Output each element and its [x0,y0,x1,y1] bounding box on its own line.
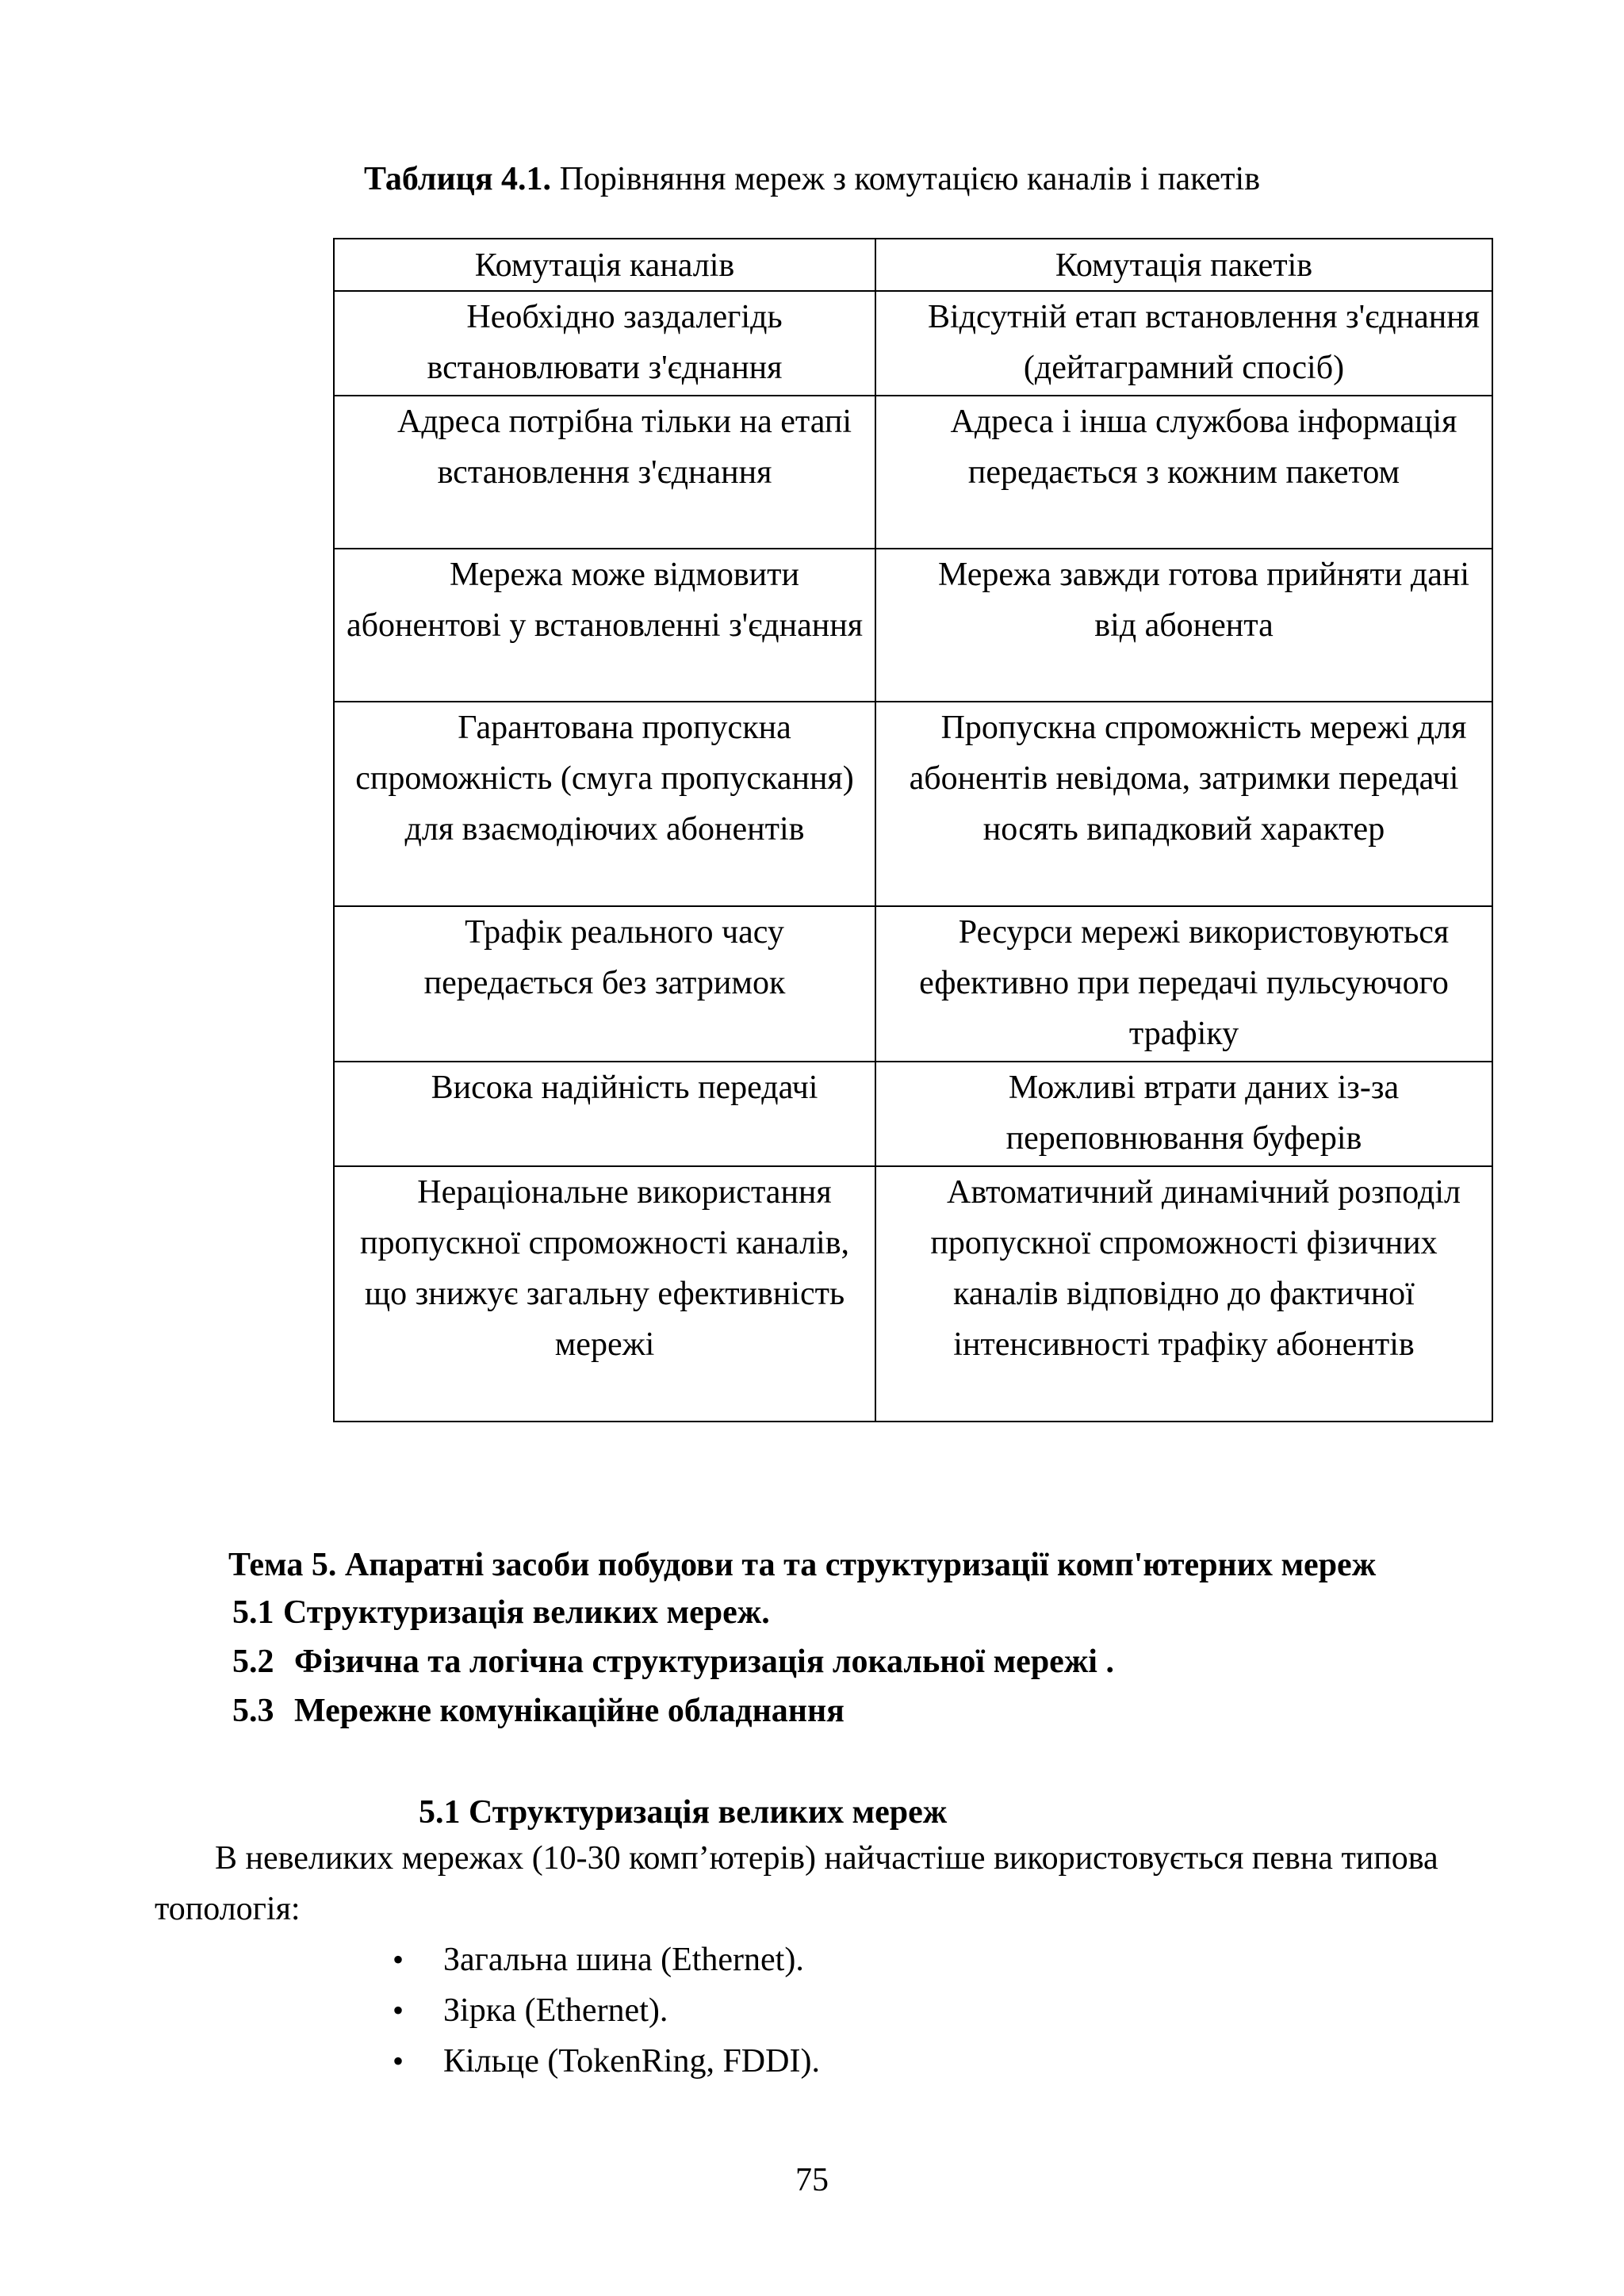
table-cell [875,396,1492,549]
topic-item-text: Мережне комунікаційне обладнання [294,1693,845,1729]
cell-text: Можливі втрати даних із-за переповнювання буферів [1005,1070,1400,1157]
table-row [334,1166,1492,1422]
table-cell [334,396,875,549]
table-cell [334,906,875,1062]
table-caption-label: Таблиця 4.1. [363,161,552,197]
table-cell [334,549,875,702]
topology-list [393,1934,820,2087]
table-row [334,906,1492,1062]
cell-text: Висока надійність передачі [431,1070,818,1106]
table-cell [875,291,1492,396]
bullet-icon: • [393,1942,404,1977]
cell-text: Автоматичний динамічний розподіл пропускної спроможності фізичних каналів відповідно до фактичної інтенсивності трафіку абонентів [930,1174,1461,1363]
topic-item-number: 5.1 [232,1594,274,1631]
table-cell [875,702,1492,906]
cell-text: Необхідно заздалегідь встановлювати з'єднання [427,299,783,386]
header-circuit-switching: Комутація каналів [334,239,875,291]
topic-item-text: Структуризація великих мереж. [283,1594,770,1631]
table-row [334,1062,1492,1166]
topic-item-number: 5.3 [232,1693,274,1729]
list-item [393,2036,820,2087]
table-cell [334,1062,875,1166]
bullet-icon: • [393,2043,404,2079]
cell-text: Трафік реального часу передається без затримок [423,914,786,1001]
table-cell [875,549,1492,702]
topic-item [232,1638,1114,1686]
table-cell [334,291,875,396]
table-cell [875,1166,1492,1422]
page-number: 75 [795,2162,829,2198]
cell-text: Адреса потрібна тільки на етапі встановлення з'єднання [396,404,852,491]
table-cell [334,1166,875,1422]
list-item [393,1934,820,1985]
section-paragraph: В невеликих мережах (10-30 комп’ютерів) найчастіше використовується певна типова топологія: [155,1840,1438,1927]
table-cell [334,702,875,906]
table-row [334,291,1492,396]
table-cell [875,906,1492,1062]
table-cell [875,1062,1492,1166]
table-row [334,702,1492,906]
cell-text: Ресурси мережі використовуються ефективно при передачі пульсуючого трафіку [919,914,1450,1052]
table-caption [0,155,1624,203]
topic-item-number: 5.2 [232,1644,274,1680]
list-item [393,1985,820,2036]
cell-text: Пропускна спроможність мережі для абонентів невідома, затримки передачі носять випадковий характер [909,710,1467,848]
header-packet-switching: Комутація пакетів [875,239,1492,291]
table-row [334,549,1492,702]
topic-title: Тема 5. Апаратні засоби побудови та та структуризації комп'ютерних мереж [228,1547,1377,1583]
section-heading: 5.1 Структуризація великих мереж [419,1794,948,1831]
list-item-text: Загальна шина (Ethernet). [443,1942,804,1978]
table-row [334,396,1492,549]
table-header-row [334,239,1492,291]
comparison-table [333,238,1493,1422]
table-caption-text: Порівняння мереж з комутацією каналів і пакетів [551,161,1261,197]
bullet-icon: • [393,1992,404,2028]
cell-text: Гарантована пропускна спроможність (смуга пропускання) для взаємодіючих абонентів [355,710,854,848]
topic-item-text: Фізична та логічна структуризація локальної мережі . [294,1644,1114,1680]
cell-text: Нераціональне використання пропускної спроможності каналів, що знижує загальну ефективність мережі [359,1174,850,1363]
list-item-text: Зірка (Ethernet). [443,1992,668,2029]
cell-text: Мережа завжди готова прийняти дані від абонента [937,557,1469,644]
topic-item [232,1589,770,1636]
cell-text: Відсутній етап встановлення з'єднання (дейтаграмний спосіб) [928,299,1480,386]
list-item-text: Кільце (TokenRing, FDDI). [443,2043,820,2080]
cell-text: Адреса і інша службова інформація передається з кожним пакетом [950,404,1457,491]
topic-item [232,1687,845,1735]
cell-text: Мережа може відмовити абонентові у встановленні з'єднання [346,557,864,644]
